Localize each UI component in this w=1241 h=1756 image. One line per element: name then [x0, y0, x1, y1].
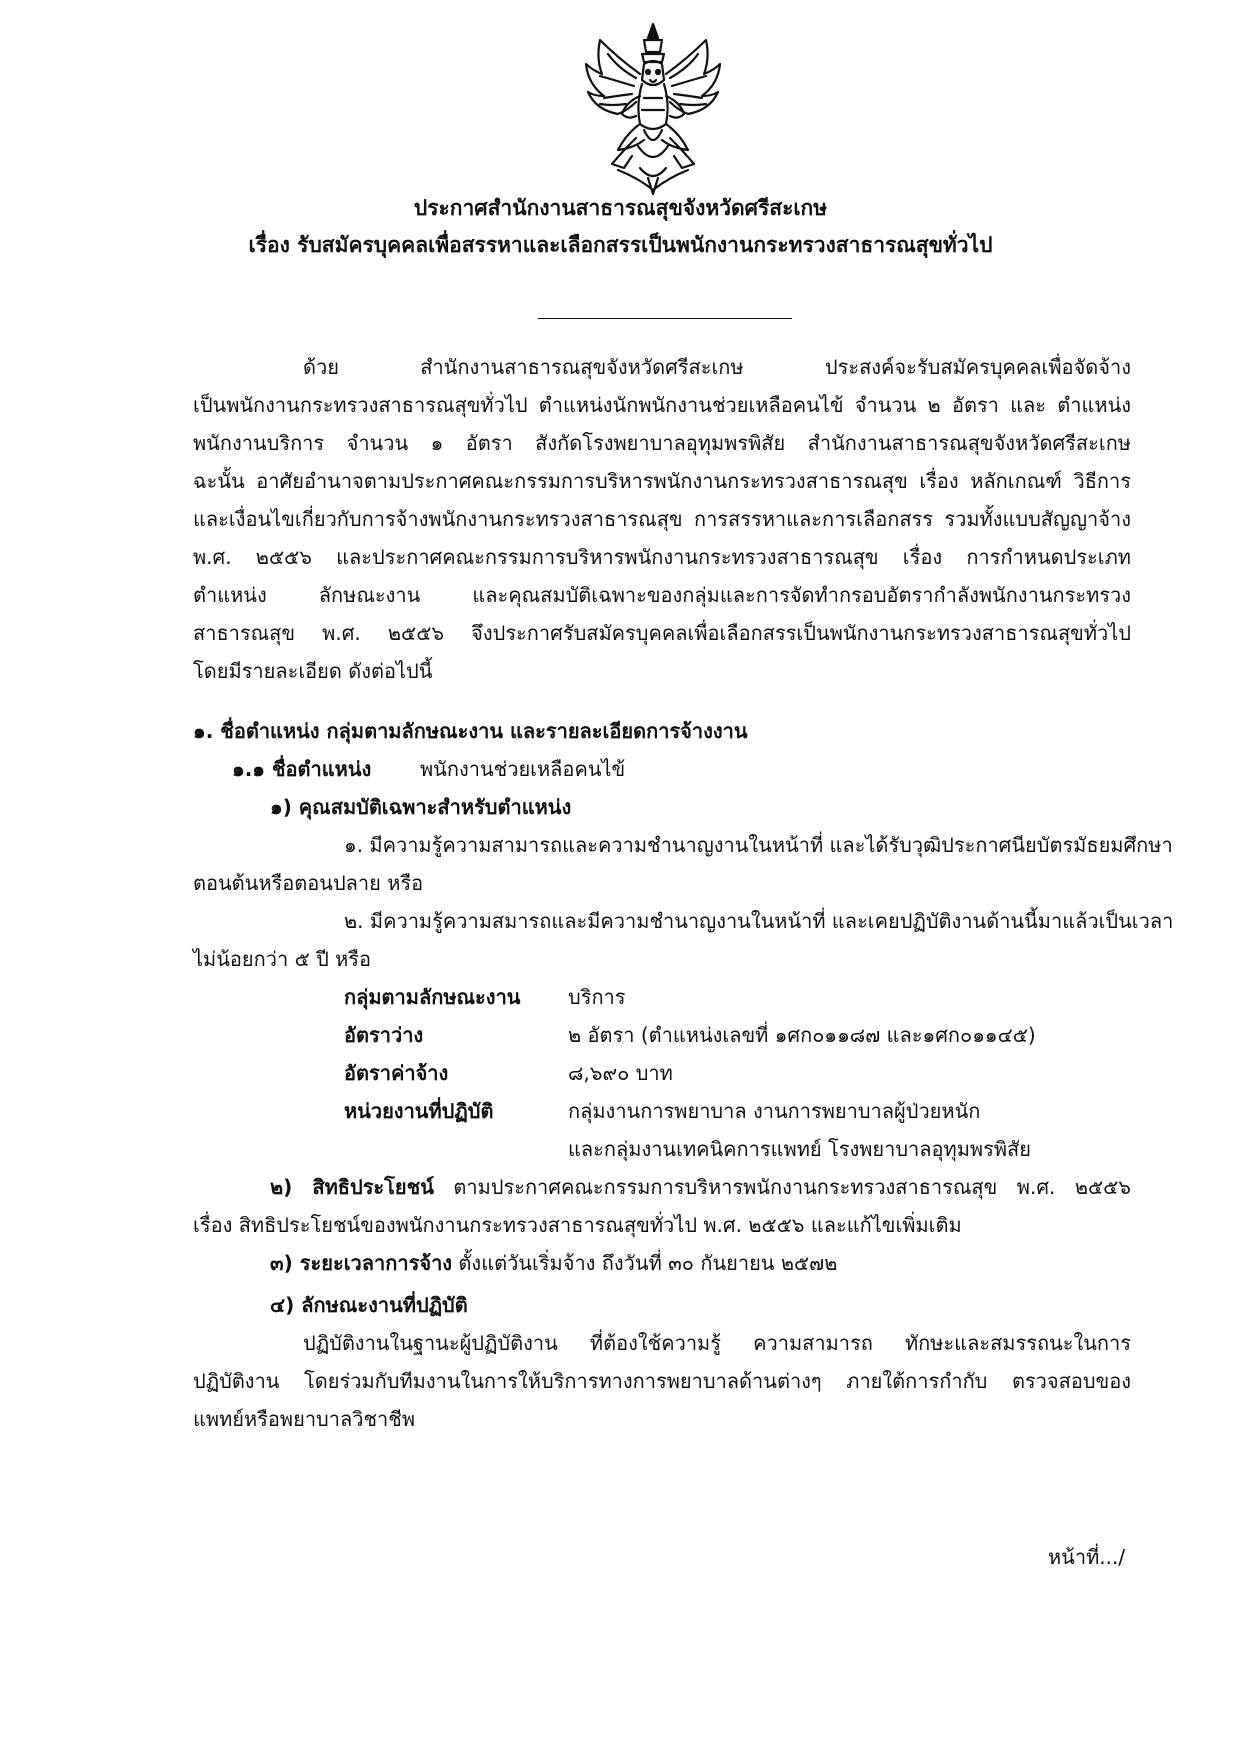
- unit-label: หน่วยงานที่ปฏิบัติ: [344, 1099, 494, 1123]
- group-value: บริการ: [568, 985, 626, 1009]
- duty-line: ปฏิบัติงาน โดยร่วมกับทีมงานในการให้บริการทางการพยาบาลด้านต่างๆ ภายใต้การกำกับ ตรวจสอบของ: [193, 1369, 1131, 1393]
- position-row: [232, 755, 371, 783]
- next-page-marker: หน้าที่.../: [1048, 1545, 1126, 1569]
- vacancy-value: ๒ อัตรา (ตำแหน่งเลขที่ ๑ศก๐๑๑๘๗ และ๑ศก๐๑๑๔๕): [568, 1023, 1036, 1047]
- qualification-heading: ๑) คุณสมบัติเฉพาะสำหรับตำแหน่ง: [270, 795, 572, 819]
- wage-label: อัตราค่าจ้าง: [344, 1061, 449, 1085]
- benefit-text-cont: เรื่อง สิทธิประโยชน์ของพนักงานกระทรวงสาธารณสุขทั่วไป พ.ศ. ๒๕๕๖ และแก้ไขเพิ่มเติม: [193, 1213, 962, 1237]
- intro-line: โดยมีรายละเอียด ดังต่อไปนี้: [193, 659, 433, 683]
- intro-line: ตำแหน่ง ลักษณะงาน และคุณสมบัติเฉพาะของกลุ่มและการจัดทำกรอบอัตรากำลังพนักงานกระทรวง: [193, 583, 1131, 607]
- vacancy-label: อัตราว่าง: [344, 1023, 424, 1047]
- garuda-emblem-icon: [578, 18, 728, 198]
- benefit-text: ตามประกาศคณะกรรมการบริหารพนักงานกระทรวงสาธารณสุข พ.ศ. ๒๕๕๖: [433, 1175, 1131, 1199]
- term-row: [270, 1249, 837, 1277]
- intro-line: พนักงานบริการ จำนวน ๑ อัตรา สังกัดโรงพยาบาลอุทุมพรพิสัย สำนักงานสาธารณสุขจังหวัดศรีสะเกษ: [193, 431, 1131, 455]
- intro-line: เป็นพนักงานกระทรวงสาธารณสุขทั่วไป ตำแหน่งนักพนักงานช่วยเหลือคนไข้ จำนวน ๒ อัตรา และ ตำแหน่ง: [193, 393, 1131, 417]
- header-divider: [538, 318, 792, 319]
- unit-value: กลุ่มงานการพยาบาล งานการพยาบาลผู้ป่วยหนัก: [568, 1099, 981, 1123]
- qualification-item: ๒. มีความรู้ความสมารถและมีความชำนาญงานในหน้าที่ และเคยปฏิบัติงานด้านนี้มาแล้วเป็นเวลา: [344, 909, 1174, 933]
- intro-line: ด้วย สำนักงานสาธารณสุขจังหวัดศรีสะเกษ ประสงค์จะรับสมัครบุคคลเพื่อจัดจ้าง: [303, 355, 1131, 379]
- benefit-row: [270, 1173, 1131, 1201]
- intro-line: ฉะนั้น อาศัยอำนาจตามประกาศคณะกรรมการบริหารพนักงานกระทรวงสาธารณสุข เรื่อง หลักเกณฑ์ วิธีการ: [193, 469, 1131, 493]
- intro-line: พ.ศ. ๒๕๕๖ และประกาศคณะกรรมการบริหารพนักงานกระทรวงสาธารณสุข เรื่อง การกำหนดประเภท: [193, 545, 1131, 569]
- position-value: พนักงานช่วยเหลือคนไข้: [420, 757, 626, 781]
- intro-line: และเงื่อนไขเกี่ยวกับการจ้างพนักงานกระทรวงสาธารณสุข การสรรหาและการเลือกสรร รวมทั้งแบบสัญญาจ้าง: [193, 507, 1131, 531]
- duty-line: แพทย์หรือพยาบาลวิชาชีพ: [193, 1407, 416, 1431]
- qualification-item-cont: ตอนต้นหรือตอนปลาย หรือ: [193, 871, 424, 895]
- section-1-heading: ๑. ชื่อตำแหน่ง กลุ่มตามลักษณะงาน และรายละเอียดการจ้างงาน: [193, 719, 748, 743]
- term-label: ๓) ระยะเวลาการจ้าง: [270, 1251, 453, 1275]
- announcement-title: ประกาศสำนักงานสาธารณสุขจังหวัดศรีสะเกษ: [413, 196, 828, 220]
- term-text: ตั้งแต่วันเริ่มจ้าง ถึงวันที่ ๓๐ กันยายน ๒๕๗๒: [452, 1251, 838, 1275]
- duty-line: ปฏิบัติงานในฐานะผู้ปฏิบัติงาน ที่ต้องใช้ความรู้ ความสามารถ ทักษะและสมรรถนะในการ: [303, 1331, 1131, 1355]
- announcement-subject: เรื่อง รับสมัครบุคคลเพื่อสรรหาและเลือกสรรเป็นพนักงานกระทรวงสาธารณสุขทั่วไป: [248, 233, 993, 257]
- benefit-label: ๒) สิทธิประโยชน์: [270, 1175, 434, 1199]
- qualification-item: ๑. มีความรู้ความสามารถและความชำนาญงานในหน้าที่ และได้รับวุฒิประกาศนียบัตรมัธยมศึกษา: [344, 833, 1173, 857]
- intro-line: สาธารณสุข พ.ศ. ๒๕๕๖ จึงประกาศรับสมัครบุคคลเพื่อเลือกสรรเป็นพนักงานกระทรวงสาธารณสุขทั่วไป: [193, 621, 1131, 645]
- wage-value: ๘,๖๙๐ บาท: [568, 1061, 673, 1085]
- qualification-item-cont: ไม่น้อยกว่า ๕ ปี หรือ: [193, 947, 372, 971]
- unit-value-cont: และกลุ่มงานเทคนิคการแพทย์ โรงพยาบาลอุทุมพรพิสัย: [568, 1137, 1031, 1161]
- position-label: ๑.๑ ชื่อตำแหน่ง: [232, 757, 372, 781]
- duty-heading: ๔) ลักษณะงานที่ปฏิบัติ: [270, 1293, 468, 1317]
- group-label: กลุ่มตามลักษณะงาน: [344, 985, 521, 1009]
